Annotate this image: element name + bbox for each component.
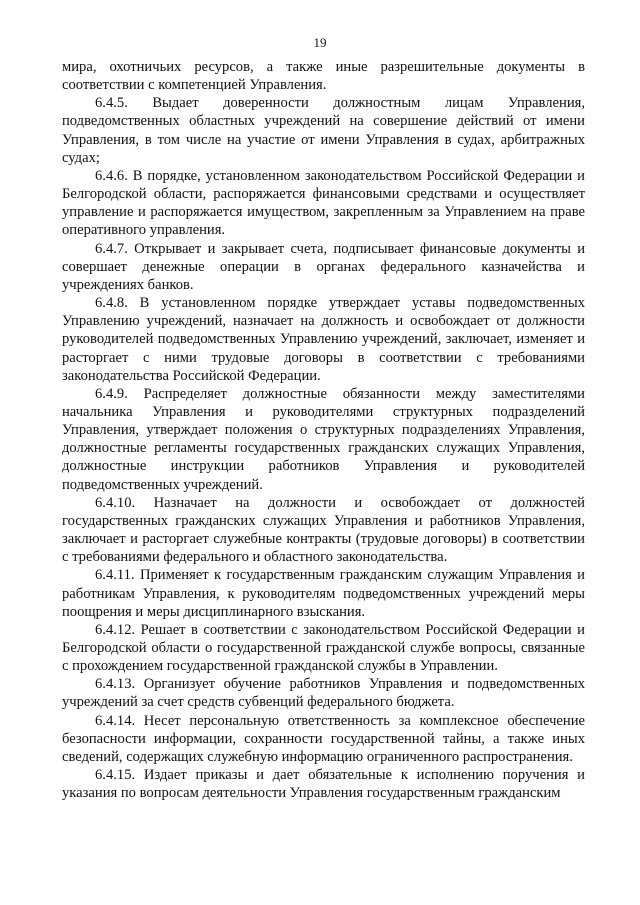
page-number: 19 [313,35,327,50]
paragraph-6-4-6: 6.4.6. В порядке, установленном законодательством Российской Федерации и Белгородской области, распоряжается финансовыми средствами и осуществляет управление и распоряжается имуществом, закрепленным за Управлением на праве оперативного управления. [62,167,585,239]
paragraph-6-4-10: 6.4.10. Назначает на должности и освобождает от должностей государственных гражданских служащих Управления и работников Управления, заключает и расторгает служебные контракты (трудовые договоры) в соответствии с требованиями федерального и областного законодательства. [62,494,585,566]
paragraph-6-4-5: 6.4.5. Выдает доверенности должностным лицам Управления, подведомственных областных учреждений на совершение действий от имени Управления, в том числе на участие от имени Управления в судах, арбитражных судах; [62,95,585,166]
paragraph-6-4-12: 6.4.12. Решает в соответствии с законодательством Российской Федерации и Белгородской области о государственной гражданской службе вопросы, связанные с прохождением государственной гражданской службы в Управлении. [62,621,585,675]
paragraph-6-4-9: 6.4.9. Распределяет должностные обязанности между заместителями начальника Управления и руководителями структурных подразделений Управления, утверждает положения о структурных подразделениях Управления, должностные регламенты государственных гражданских служащих Управления, должностные инструкции работников Управления и руководителей подведомственных учреждений. [62,385,585,493]
paragraph-6-4-8: 6.4.8. В установленном порядке утверждает уставы подведомственных Управлению учреждений, назначает на должность и освобождает от должности руководителей подведомственных Управлению учреждений, заключает, изменяет и расторгает с ними трудовые договоры в соответствии с требованиями законодательства Российской Федерации. [62,295,585,384]
paragraph-6-4-11: 6.4.11. Применяет к государственным гражданским служащим Управления и работникам Управления, к руководителям подведомственных учреждений меры поощрения и меры дисциплинарного взыскания. [62,567,585,620]
paragraph-6-4-7: 6.4.7. Открывает и закрывает счета, подписывает финансовые документы и совершает денежные операции в органах федерального казначейства и учреждениях банков. [62,240,585,293]
paragraph-continuation: мира, охотничьих ресурсов, а также иные разрешительные документы в соответствии с компетенцией Управления. [62,59,585,94]
paragraph-6-4-15: 6.4.15. Издает приказы и дает обязательные к исполнению поручения и указания по вопросам деятельности Управления государственным гражданским [62,767,585,802]
document-body [62,58,585,802]
paragraph-6-4-13: 6.4.13. Организует обучение работников Управления и подведомственных учреждений за счет средств субвенций федерального бюджета. [62,676,585,711]
paragraph-6-4-14: 6.4.14. Несет персональную ответственность за комплексное обеспечение безопасности информации, сохранности государственной тайны, а также иных сведений, содержащих служебную информацию ограниченного распространения. [62,712,585,765]
